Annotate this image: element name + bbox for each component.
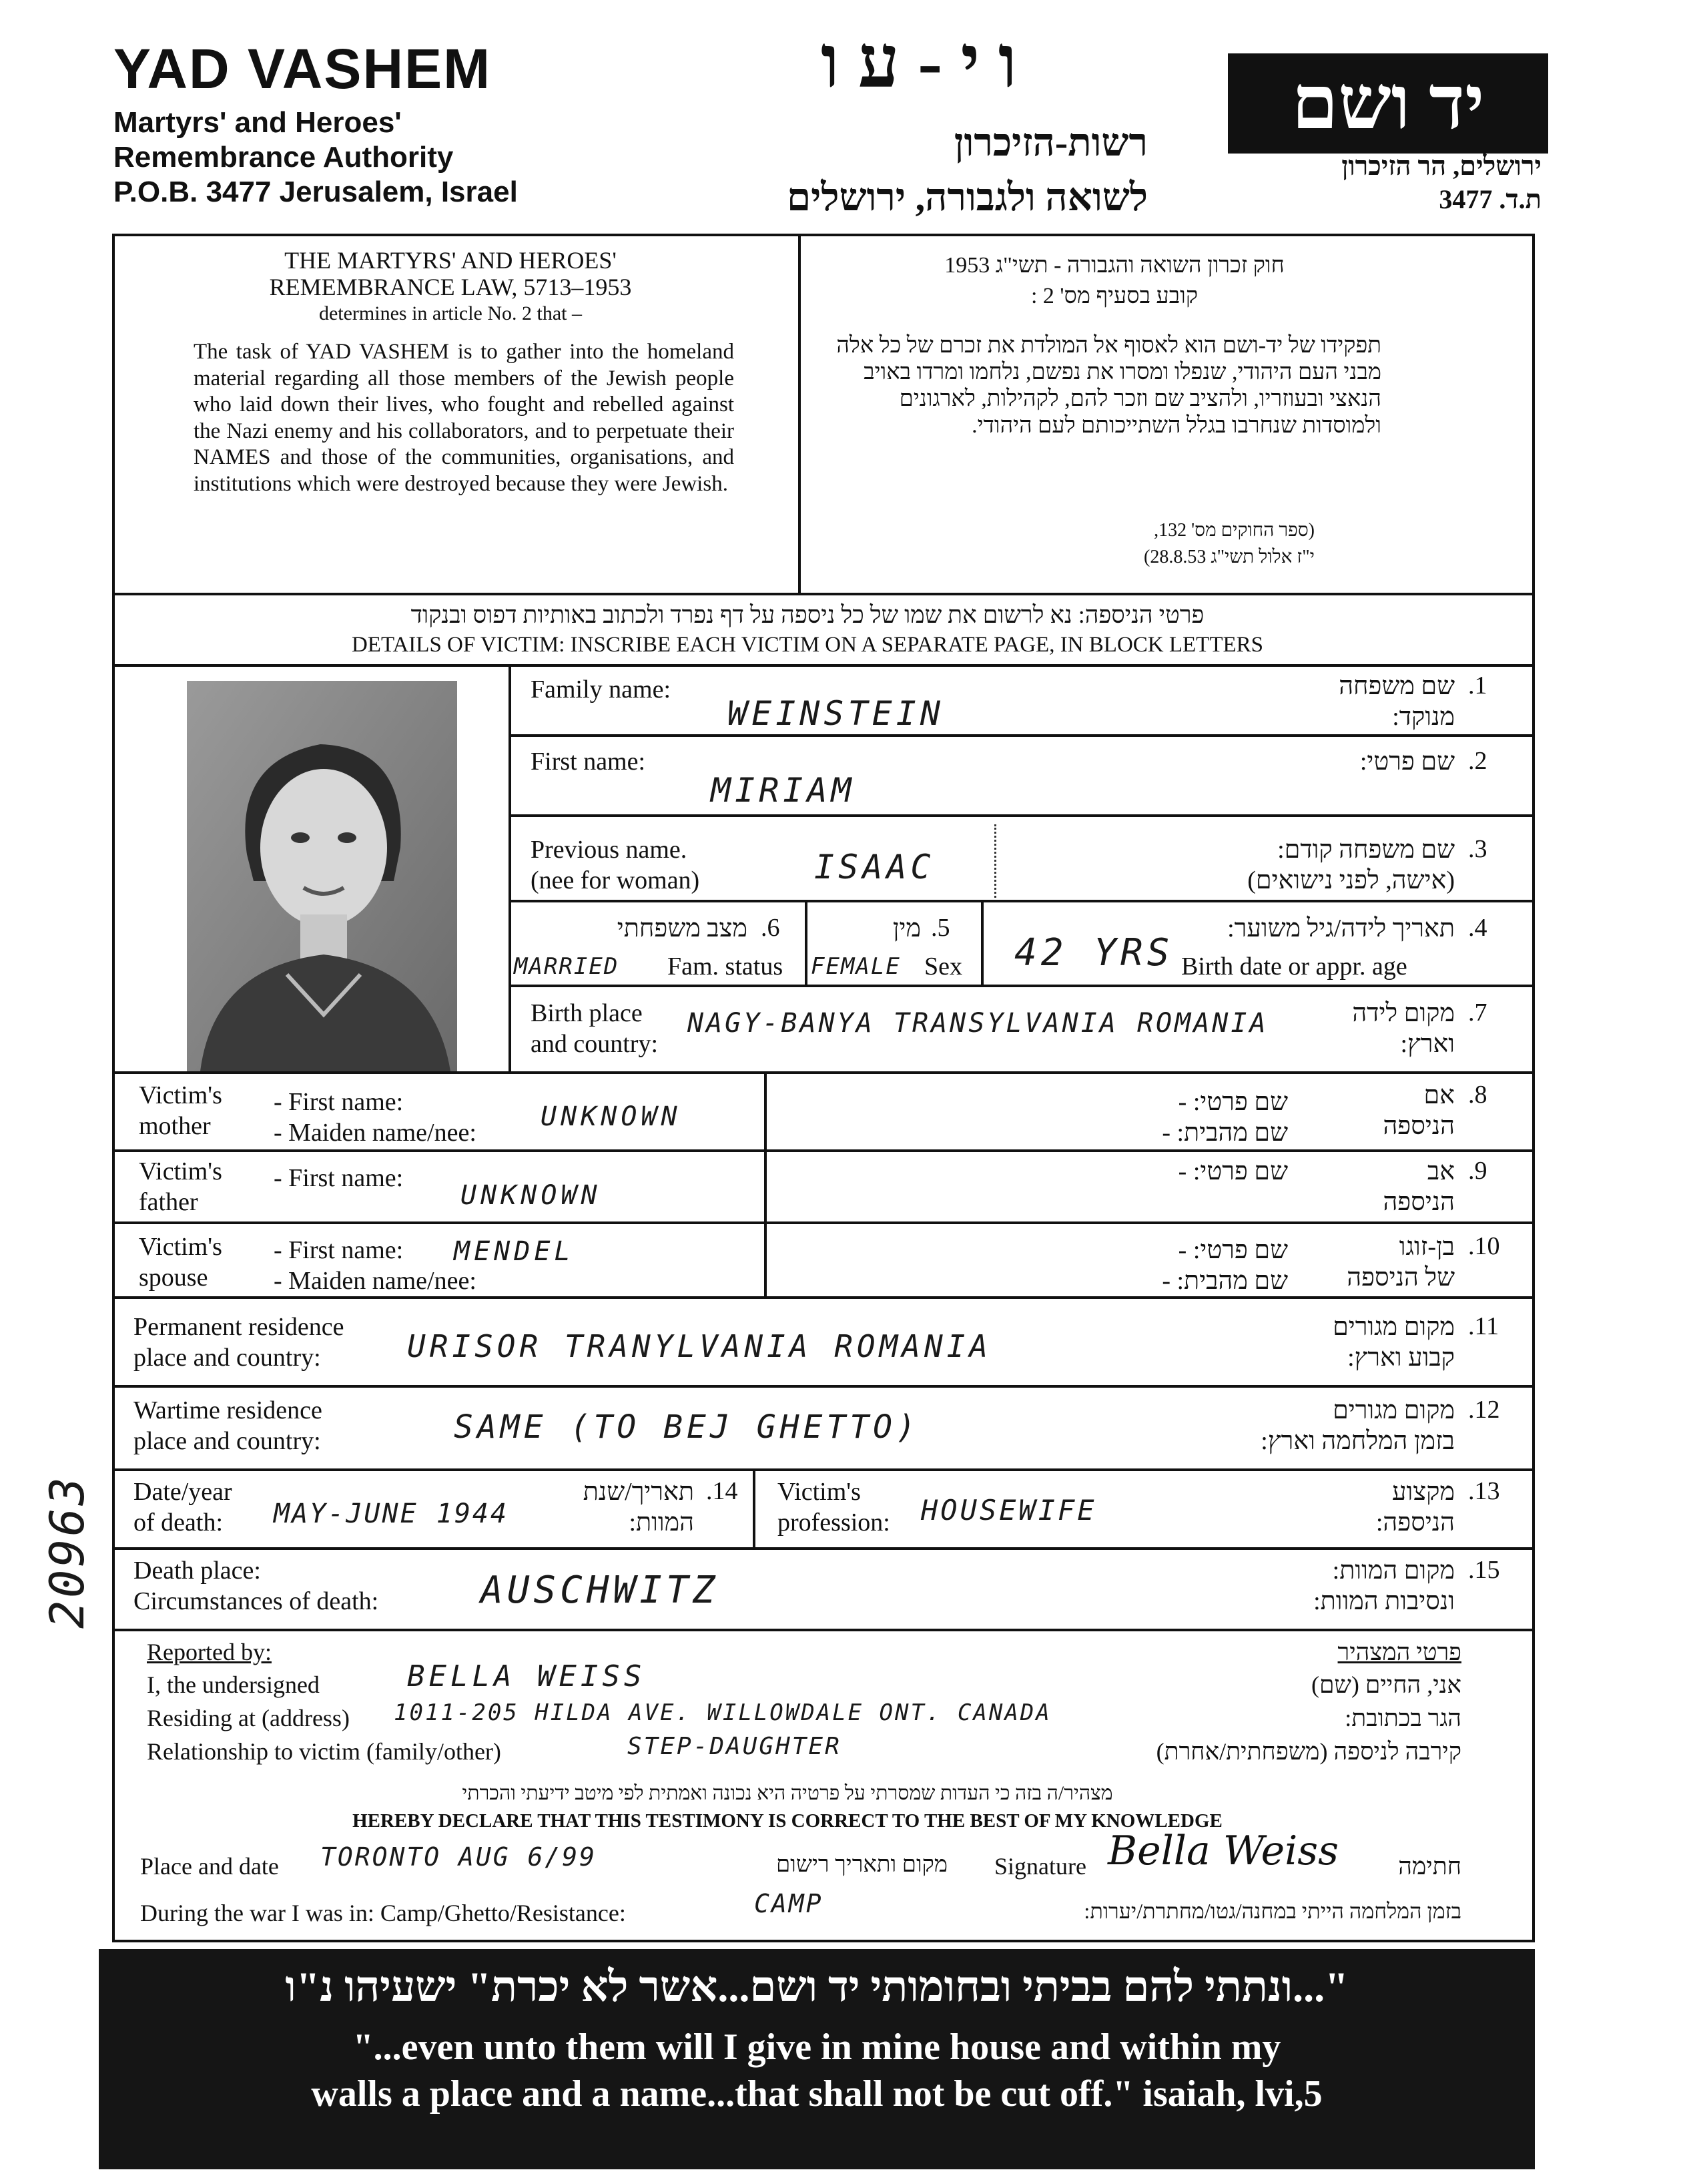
field-number: .7 bbox=[1468, 999, 1487, 1027]
rule bbox=[981, 901, 984, 985]
mother-sub-labels-he bbox=[1001, 1087, 1288, 1148]
birth-place-value: NAGY-BANYA TRANSYLVANIA ROMANIA bbox=[687, 1008, 1269, 1039]
rule bbox=[753, 1470, 755, 1549]
margin-note: 20963 bbox=[40, 1474, 95, 1629]
rule bbox=[509, 734, 1535, 737]
label-line: profession: bbox=[777, 1509, 890, 1537]
reporter-name-value: BELLA WEISS bbox=[407, 1659, 646, 1693]
place-date-value: TORONTO AUG 6/99 bbox=[320, 1842, 597, 1872]
label-he-line: מנוקד: bbox=[1392, 703, 1455, 731]
label-line: - First name: bbox=[274, 1088, 404, 1116]
hebrew-title: ו י - ע ו bbox=[821, 21, 1018, 103]
law-reference-he bbox=[834, 517, 1315, 571]
signature-value: Bella Weiss bbox=[1108, 1828, 1339, 1874]
label-line: and country: bbox=[531, 1030, 659, 1058]
undersigned-label-he: אני, החיים (שם) bbox=[1311, 1671, 1461, 1698]
field-number: .9 bbox=[1468, 1157, 1487, 1185]
law-divider bbox=[798, 235, 801, 595]
label-he-line: מקצוע bbox=[1392, 1478, 1455, 1506]
birth-place-label bbox=[531, 998, 658, 1059]
rule bbox=[509, 814, 1535, 817]
first-name-value: MIRIAM bbox=[711, 771, 856, 810]
hebrew-subtitle-2: לשואה ולגבורה, ירושלים bbox=[786, 176, 1148, 219]
rule bbox=[112, 1149, 1535, 1152]
permanent-residence-value: URISOR TRANYLVANIA ROMANIA bbox=[407, 1328, 992, 1364]
declaration-he: מצהיר/ה בזה כי העדות שמסרתי על פרטיה היא נכונה ואמתית לפי מיטב ידיעתי והכרתי bbox=[462, 1782, 1113, 1804]
law-title-he bbox=[834, 250, 1395, 312]
birth-label-he: תאריך לידה/גיל משוער: bbox=[1227, 914, 1455, 942]
law-title-en bbox=[167, 247, 734, 327]
field-number: .13 bbox=[1468, 1477, 1500, 1505]
rule bbox=[112, 1629, 1535, 1631]
label-line: father bbox=[139, 1188, 198, 1216]
label-he-line: וארץ: bbox=[1400, 1030, 1455, 1058]
label-he-line: שם משפחה bbox=[1339, 672, 1455, 700]
family-name-value: WEINSTEIN bbox=[727, 694, 944, 733]
rule bbox=[509, 985, 1535, 987]
wartime-residence-label-he bbox=[1201, 1395, 1455, 1456]
org-address-block bbox=[113, 105, 518, 210]
family-name-label: Family name: bbox=[531, 675, 671, 704]
field-number: .6 bbox=[761, 914, 780, 942]
label-he-line: אם bbox=[1423, 1081, 1455, 1109]
field-number: .12 bbox=[1468, 1396, 1500, 1424]
birth-place-label-he bbox=[1268, 998, 1455, 1059]
label-line: - Maiden name/nee: bbox=[274, 1119, 476, 1147]
profession-value: HOUSEWIFE bbox=[921, 1494, 1097, 1527]
father-sub-label-he: שם פרטי: - bbox=[1178, 1157, 1288, 1185]
declaration-en: HEREBY DECLARE THAT THIS TESTIMONY IS CORRECT TO THE BEST OF MY KNOWLEDGE bbox=[352, 1810, 1223, 1832]
label-he-line: מקום מגורים bbox=[1333, 1396, 1455, 1424]
rule bbox=[112, 1221, 1535, 1224]
profession-label-he bbox=[1268, 1476, 1455, 1538]
field-number: .3 bbox=[1468, 835, 1487, 863]
first-name-label: First name: bbox=[531, 748, 646, 776]
label-he-line: מקום מגורים bbox=[1333, 1313, 1455, 1341]
label-he-line: אב bbox=[1427, 1157, 1455, 1185]
place-date-label: Place and date bbox=[140, 1853, 279, 1880]
spouse-label-he bbox=[1295, 1232, 1455, 1293]
marital-label-he: מצב משפחתי bbox=[617, 914, 747, 942]
sex-value: FEMALE bbox=[811, 953, 901, 980]
death-date-label-he bbox=[561, 1476, 694, 1538]
law-title-en-1: THE MARTYRS' AND HEROES' bbox=[284, 247, 617, 274]
label-line: Date/year bbox=[133, 1478, 232, 1506]
label-line: Death place: bbox=[133, 1557, 261, 1585]
rule bbox=[112, 593, 1535, 595]
mother-label bbox=[139, 1080, 222, 1141]
label-line: of death: bbox=[133, 1509, 224, 1537]
field-number: .8 bbox=[1468, 1081, 1487, 1109]
mother-label-he bbox=[1308, 1080, 1455, 1141]
marital-label: Fam. status bbox=[667, 952, 783, 981]
label-line: Victim's bbox=[139, 1157, 222, 1185]
reporter-address-value: 1011-205 HILDA AVE. WILLOWDALE ONT. CANADA bbox=[394, 1699, 1052, 1726]
spouse-sub-labels bbox=[274, 1235, 476, 1296]
birth-age-value: 42 YRS bbox=[1014, 931, 1174, 975]
mother-sub-labels bbox=[274, 1087, 476, 1148]
reporter-title-he: פרטי המצהיר bbox=[1337, 1639, 1461, 1665]
label-he-line: שם פרטי: - bbox=[1178, 1236, 1288, 1264]
label-line: Victim's bbox=[777, 1478, 861, 1506]
logo-address-1: ירושלים, הר הזיכרון bbox=[1341, 151, 1542, 181]
death-place-label bbox=[133, 1555, 378, 1617]
spouse-sub-labels-he bbox=[1001, 1235, 1288, 1296]
relationship-label-he: קירבה לניספה (משפחתית/אחרת) bbox=[1156, 1738, 1461, 1765]
details-header-en: DETAILS OF VICTIM: INSCRIBE EACH VICTIM ON A SEPARATE PAGE, IN BLOCK LETTERS bbox=[351, 633, 1264, 657]
label-line: place and country: bbox=[133, 1427, 321, 1455]
label-he-line: בן-זוגו bbox=[1399, 1233, 1455, 1261]
label-line: spouse bbox=[139, 1264, 208, 1292]
details-header-he: פרטי הניספה: נא לרשום את שמו של כל ניספה על דף נפרד ולכתוב באותיות דפוס ובנקוד bbox=[410, 601, 1205, 628]
label-he-line: קבוע וארץ: bbox=[1347, 1344, 1455, 1372]
rule bbox=[112, 1468, 1535, 1471]
rule bbox=[112, 1385, 1535, 1388]
banner-quote-he: "...ונתתי להם בביתי ובחומותי יד ושם...אשר לא יכרת" ישעיהו נ"ו bbox=[285, 1963, 1349, 2010]
label-he-line: מקום לידה bbox=[1352, 999, 1455, 1027]
yad-vashem-logo: יד ושם bbox=[1228, 53, 1548, 154]
field-number: .2 bbox=[1468, 747, 1487, 775]
previous-name-label-he bbox=[1134, 834, 1455, 896]
death-place-label-he bbox=[1241, 1555, 1455, 1617]
permanent-residence-label-he bbox=[1255, 1312, 1455, 1373]
family-name-label-he bbox=[1201, 671, 1455, 732]
label-he-line: ונסיבות המוות: bbox=[1313, 1587, 1455, 1615]
label-line: Circumstances of death: bbox=[133, 1587, 379, 1615]
label-he-line: בזמן המלחמה וארץ: bbox=[1261, 1427, 1455, 1455]
place-date-label-he: מקום ותאריך רישום bbox=[775, 1852, 948, 1877]
portrait-image bbox=[187, 681, 457, 1071]
law-body-en: The task of YAD VASHEM is to gather into the homeland material regarding all those members of the Jewish people who laid down their lives, who fought and rebelled against the Nazi enemy and his collaborators, and to perpetuate their NAMES and those of the communities, organisations, and institutions which were destroyed because they were Jewish. bbox=[194, 340, 734, 496]
war-label: During the war I was in: Camp/Ghetto/Resistance: bbox=[140, 1900, 626, 1926]
rule bbox=[112, 664, 1535, 667]
spouse-value: MENDEL bbox=[454, 1236, 575, 1267]
rule bbox=[112, 1071, 1535, 1074]
previous-name-value: ISAAC bbox=[814, 848, 935, 886]
sex-label: Sex bbox=[924, 952, 962, 981]
law-title-en-3: determines in article No. 2 that – bbox=[318, 302, 583, 324]
org-title: YAD VASHEM bbox=[113, 37, 492, 100]
label-he-line: שם מהבית: - bbox=[1162, 1119, 1288, 1147]
quote-banner bbox=[99, 1949, 1535, 2169]
org-line-3: P.O.B. 3477 Jerusalem, Israel bbox=[113, 176, 518, 208]
label-line: - First name: bbox=[274, 1236, 404, 1264]
label-he-line: (אישה, לפני נישואים) bbox=[1247, 866, 1455, 894]
law-ref-2: י"ז אלול תשי"ג 28.8.53) bbox=[1144, 547, 1315, 567]
rule bbox=[112, 1296, 1535, 1299]
father-value: UNKNOWN bbox=[460, 1180, 601, 1211]
label-he-line: הניספה bbox=[1383, 1188, 1455, 1216]
field-number: .1 bbox=[1468, 671, 1487, 700]
label-he-line: שם פרטי: - bbox=[1178, 1088, 1288, 1116]
birth-label: Birth date or appr. age bbox=[1181, 952, 1407, 981]
law-body-he: תפקידו של יד-ושם הוא לאסוף אל המולדת את זכרם של כל אלה מבני העם היהודי, שנפלו ומסרו את נפשם, נלחמו ומרדו באויב הנאצי ובעוזריו, ולהציב שם וזכר להם, לקהילות, לארגונים ולמוסדות שנחרבו בגלל השתייכותם לעם היהודי. bbox=[836, 333, 1381, 438]
reporter-title: Reported by: bbox=[147, 1639, 272, 1665]
undersigned-label: I, the undersigned bbox=[147, 1671, 320, 1698]
label-line: Permanent residence bbox=[133, 1313, 344, 1341]
previous-name-label bbox=[531, 834, 699, 896]
label-line: Birth place bbox=[531, 999, 643, 1027]
victim-photo bbox=[187, 681, 457, 1071]
label-line: mother bbox=[139, 1112, 211, 1140]
field-number: .5 bbox=[931, 914, 950, 942]
label-he-line: הניספה bbox=[1383, 1112, 1455, 1140]
death-date-label bbox=[133, 1476, 232, 1538]
signature-label: Signature bbox=[994, 1853, 1086, 1880]
label-he-line: מקום המוות: bbox=[1332, 1557, 1455, 1585]
rule bbox=[509, 900, 1535, 902]
permanent-residence-label bbox=[133, 1312, 344, 1373]
father-label-he bbox=[1308, 1156, 1455, 1217]
father-label bbox=[139, 1156, 222, 1217]
label-he-line: שם מהבית: - bbox=[1162, 1267, 1288, 1295]
law-ref-1: (ספר החוקים מס' 132, bbox=[1154, 520, 1315, 541]
field-number: .14 bbox=[706, 1477, 738, 1505]
spouse-label bbox=[139, 1232, 222, 1293]
war-value: CAMP bbox=[754, 1889, 823, 1918]
relationship-value: STEP-DAUGHTER bbox=[627, 1733, 841, 1760]
dotted-divider bbox=[994, 824, 996, 898]
hebrew-subtitle-1: רשות-הזיכרון bbox=[954, 121, 1148, 164]
logo-address-2: ת.ד. 3477 bbox=[1439, 184, 1542, 214]
wartime-residence-label bbox=[133, 1395, 322, 1456]
label-he-line: של הניספה bbox=[1347, 1264, 1455, 1292]
field-number: .15 bbox=[1468, 1556, 1500, 1584]
war-label-he: בזמן המלחמה הייתי במחנה/גטו/מחתרת/יערות: bbox=[1084, 1899, 1461, 1923]
relationship-label: Relationship to victim (family/other) bbox=[147, 1738, 501, 1765]
law-title-he-2: קובע בסעיף מס' 2 : bbox=[1030, 284, 1199, 308]
banner-quote-en-1: "...even unto them will I give in mine house and within my bbox=[352, 2026, 1281, 2068]
sex-label-he: מין bbox=[892, 914, 921, 942]
rule bbox=[805, 901, 807, 985]
label-he-line: תאריך/שנת bbox=[583, 1478, 694, 1506]
label-line: Previous name. bbox=[531, 836, 687, 864]
death-place-value: AUSCHWITZ bbox=[480, 1569, 719, 1612]
org-line-2: Remembrance Authority bbox=[113, 141, 454, 174]
field-number: .10 bbox=[1468, 1232, 1500, 1260]
label-line: (nee for woman) bbox=[531, 866, 700, 894]
rule bbox=[764, 1073, 767, 1296]
org-line-1: Martyrs' and Heroes' bbox=[113, 106, 402, 139]
field-number: .11 bbox=[1468, 1312, 1499, 1340]
rule bbox=[112, 1547, 1535, 1550]
address-label-he: הגר בכתובת: bbox=[1345, 1705, 1461, 1731]
wartime-residence-value: SAME (TO BEJ GHETTO) bbox=[454, 1408, 920, 1446]
label-line: Victim's bbox=[139, 1081, 222, 1109]
profession-label bbox=[777, 1476, 890, 1538]
death-date-value: MAY-JUNE 1944 bbox=[274, 1498, 509, 1529]
signature-label-he: חתימה bbox=[1398, 1853, 1461, 1880]
rule bbox=[509, 665, 511, 1071]
mother-value: UNKNOWN bbox=[541, 1101, 681, 1132]
field-number: .4 bbox=[1468, 914, 1487, 942]
law-title-he-1: חוק זכרון השואה והגבורה - תשי"ג 1953 bbox=[944, 253, 1285, 278]
label-line: - Maiden name/nee: bbox=[274, 1267, 476, 1295]
label-line: Wartime residence bbox=[133, 1396, 322, 1424]
label-he-line: שם משפחה קודם: bbox=[1277, 836, 1455, 864]
label-he-line: הניספה: bbox=[1375, 1509, 1455, 1537]
label-line: Victim's bbox=[139, 1233, 222, 1261]
label-he-line: המוות: bbox=[629, 1509, 694, 1537]
label-line: place and country: bbox=[133, 1344, 321, 1372]
first-name-label-he: שם פרטי: bbox=[1359, 748, 1455, 776]
marital-value: MARRIED bbox=[514, 953, 619, 980]
father-sub-label: - First name: bbox=[274, 1164, 404, 1192]
banner-quote-en-2: walls a place and a name...that shall not be cut off." isaiah, lvi,5 bbox=[311, 2073, 1323, 2115]
law-title-en-2: REMEMBRANCE LAW, 5713–1953 bbox=[269, 274, 632, 300]
address-label: Residing at (address) bbox=[147, 1705, 350, 1731]
